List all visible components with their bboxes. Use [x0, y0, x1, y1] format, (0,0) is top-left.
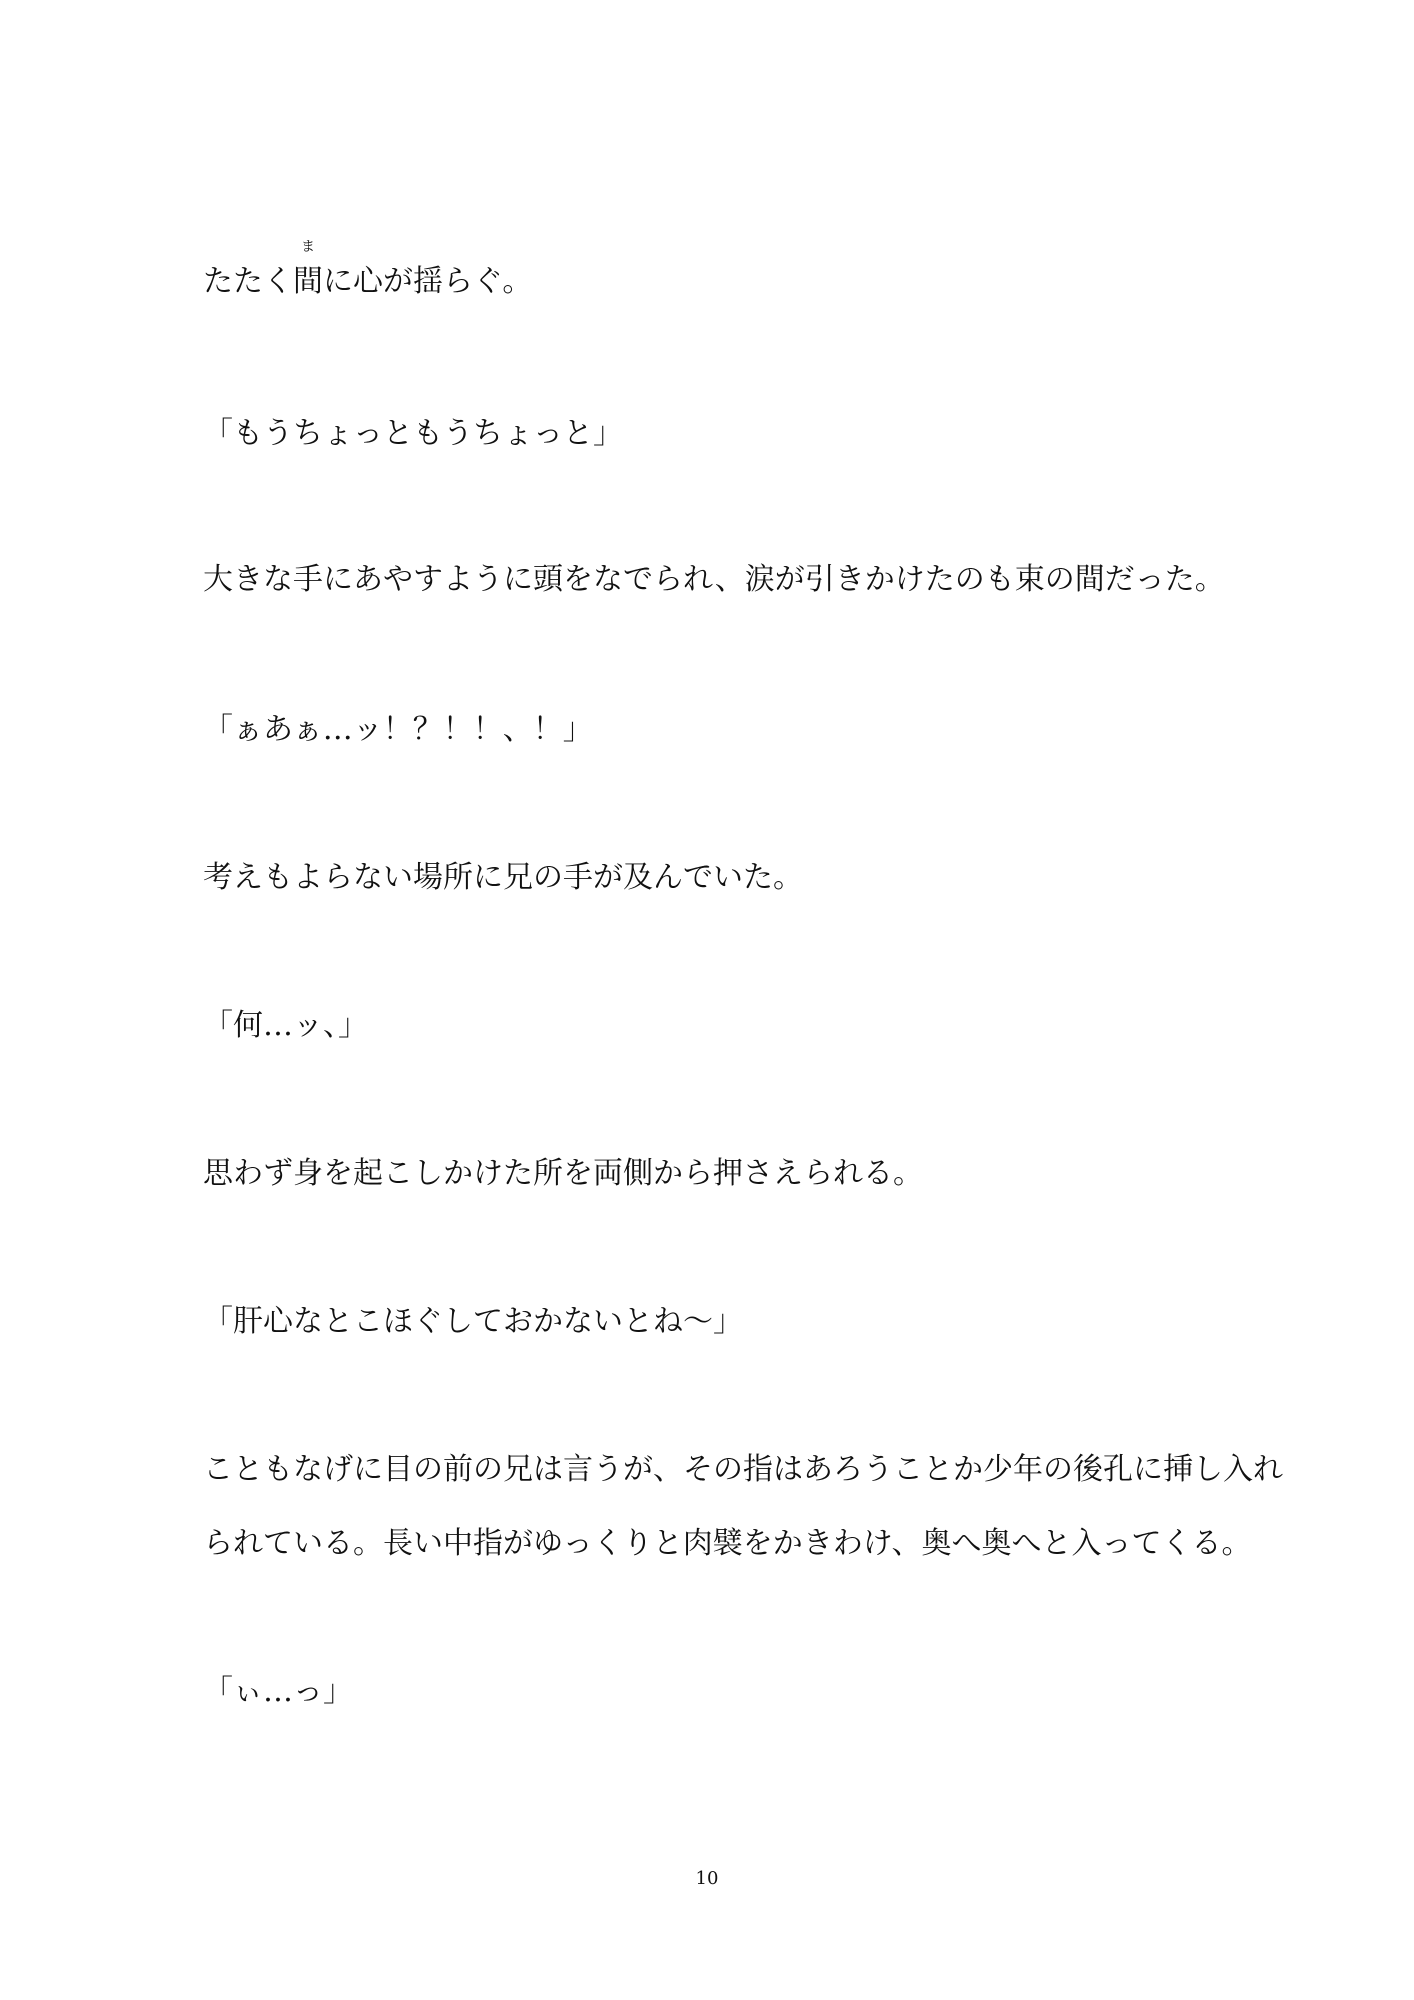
paragraph-1 [203, 239, 533, 302]
dialogue-line: 「肝心なとこほぐしておかないとね～」 [203, 1304, 743, 1339]
dialogue-line: 「もうちょっともうちょっと」 [203, 416, 623, 451]
dialogue-line: 「ぁあぁ…ッ！？！！、！」 [203, 712, 593, 747]
paragraph-1-before: たたく [203, 264, 293, 299]
dialogue-line: 「何…ッ、」 [203, 1008, 368, 1043]
narration-line: こともなげに目の前の兄は言うが、その指はあろうことか少年の後孔に挿し入れ [203, 1452, 1283, 1487]
ruby-base: 間 [293, 264, 323, 299]
narration-line: 思わず身を起こしかけた所を両側から押さえられる。 [203, 1156, 923, 1191]
narration-line: られている。長い中指がゆっくりと肉襞をかきわけ、奥へ奥へと入ってくる。 [203, 1526, 1252, 1561]
ruby-reading: ま [301, 239, 315, 255]
page-number: 10 [695, 1868, 719, 1889]
ruby-group [293, 239, 323, 302]
narration-line: 考えもよらない場所に兄の手が及んでいた。 [203, 860, 803, 895]
narration-line: 大きな手にあやすように頭をなでられ、涙が引きかけたのも束の間だった。 [203, 562, 1225, 597]
paragraph-1-after: に心が揺らぐ。 [323, 264, 533, 299]
dialogue-line: 「ぃ…っ」 [203, 1674, 353, 1709]
